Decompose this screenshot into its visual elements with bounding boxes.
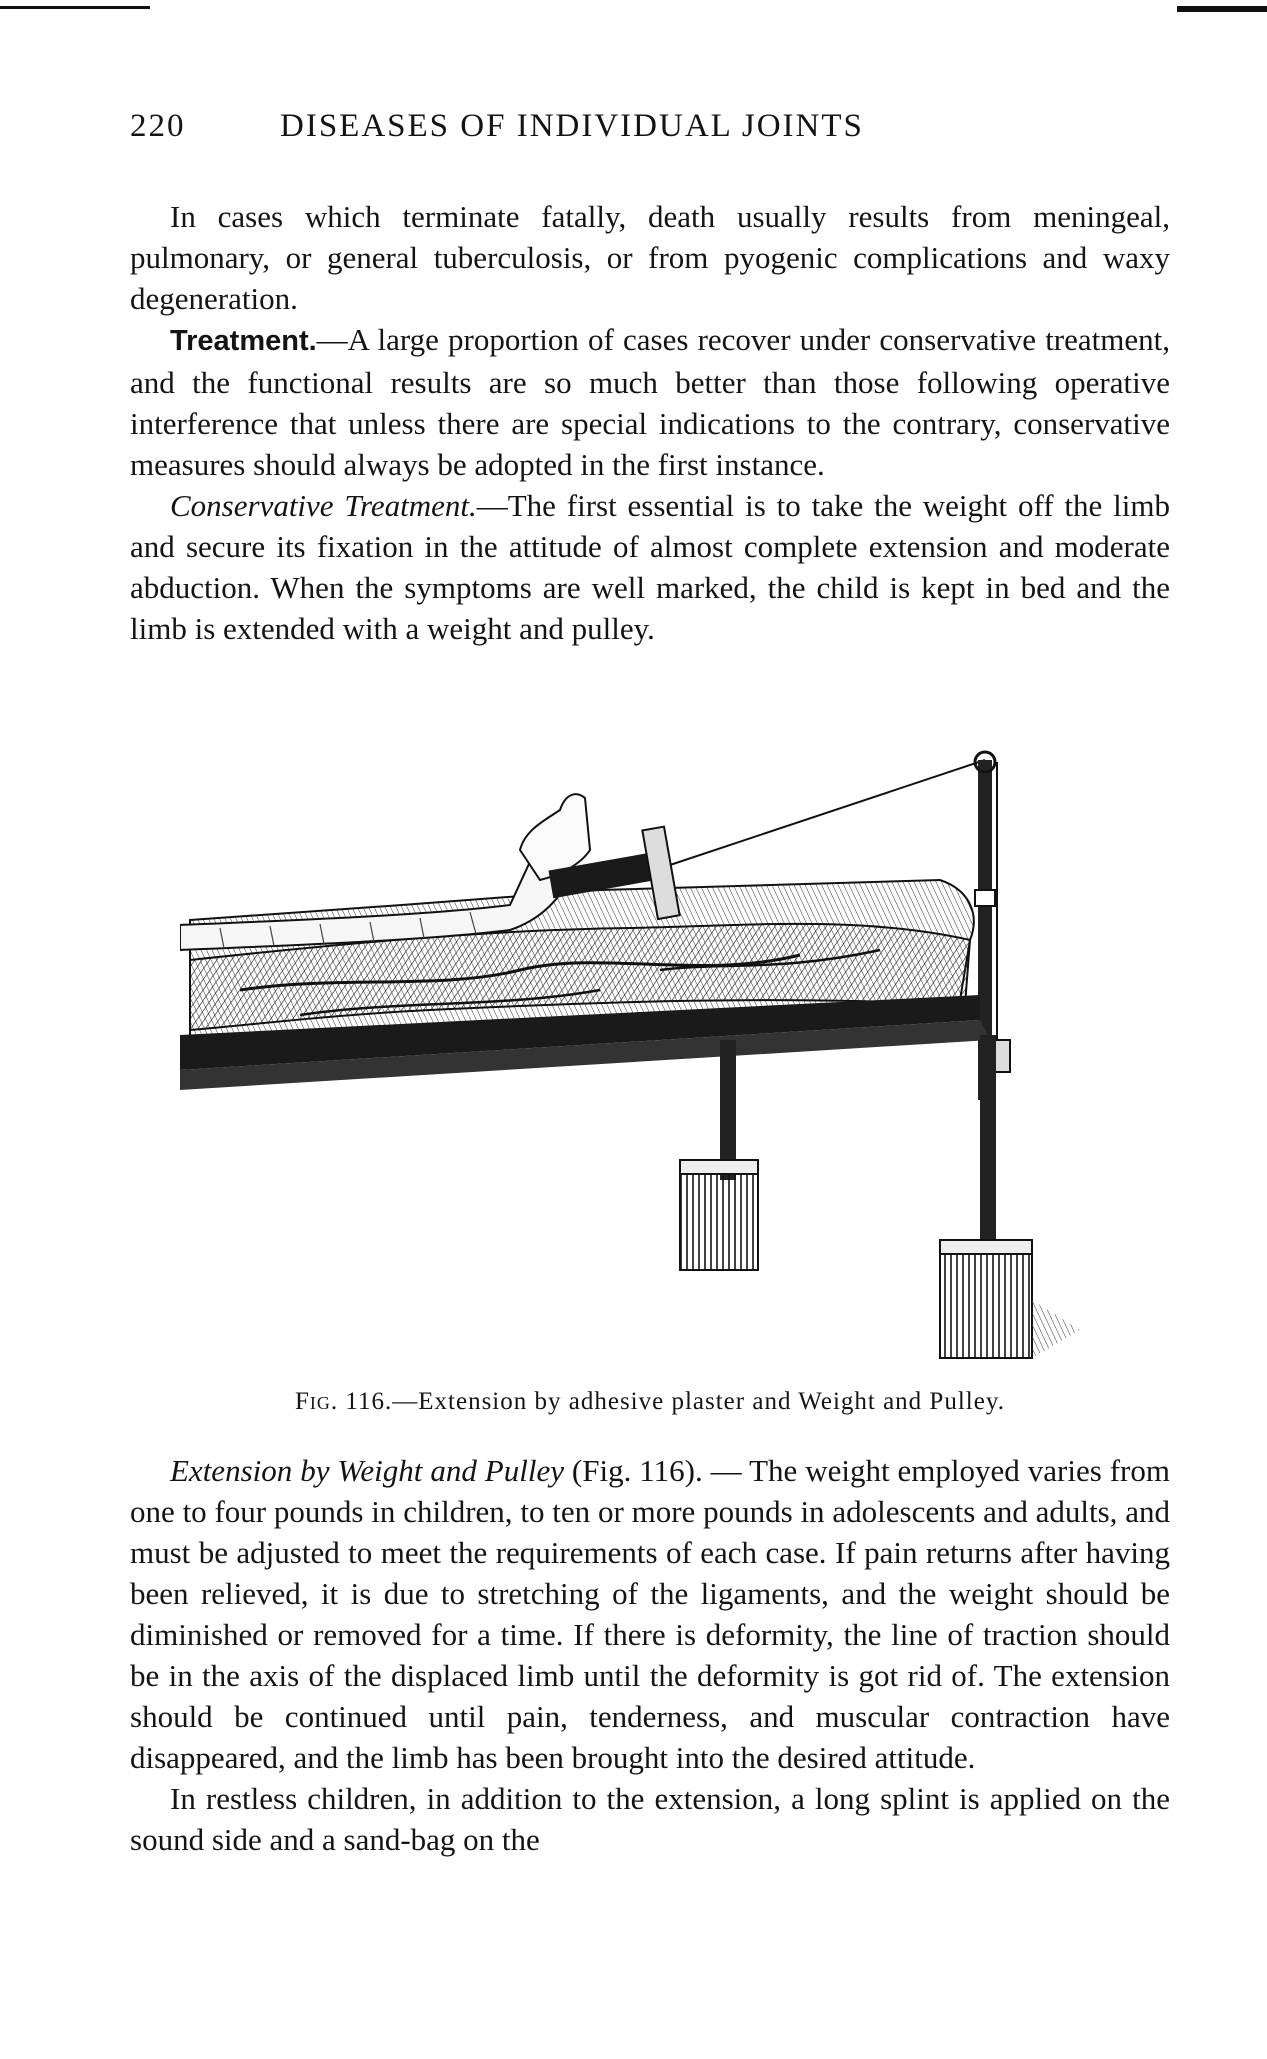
section-heading-treatment: Treatment. (170, 325, 317, 357)
text-block-top (130, 196, 1170, 649)
text-block-bottom (130, 1450, 1170, 1860)
caption-text: —Extension by adhesive plaster and Weight and Pulley. (392, 1388, 1005, 1415)
running-head: DISEASES OF INDIVIDUAL JOINTS (280, 108, 864, 144)
leg-block (680, 1170, 758, 1270)
paragraph-text: (Fig. 116). — The weight employed varies from one to four pounds in children, to ten or more pounds in adolescents and adults, and must be adjusted to meet the requirements of each case. If pain returns after having been relieved, it is due to stretching of the ligaments, and the weight should be diminished or removed for a time. If there is deformity, the line of traction should be in the axis of the displaced limb until the deformity is got rid of. The extension should be continued until pain, tenderness, and muscular contraction have disappeared, and the limb has been brought into the desired attitude. (130, 1453, 1170, 1775)
paragraph-text: —A large proportion of cases recover under conservative treatment, and the functional results are so much better than those following operative interference that unless there are special indications to the contrary, conservative measures should always be adopted in the first instance. (130, 322, 1170, 482)
figure-116 (180, 740, 1140, 1365)
bed-leg (980, 1035, 996, 1255)
paragraph-conservative (130, 485, 1170, 649)
subheading-conservative: Conservative Treatment. (170, 488, 477, 523)
paragraph-treatment (130, 319, 1170, 485)
paragraph-fatal-cases: In cases which terminate fatally, death usually results from meningeal, pulmonary, or general tuberculosis, or from pyogenic complications and waxy degeneration. (130, 199, 1170, 316)
paragraph-extension (130, 1450, 1170, 1778)
page-number: 220 (130, 108, 186, 144)
figure-label: Fig. 116. (295, 1388, 393, 1415)
scan-edge-mark (1177, 6, 1267, 12)
paragraph-text: —The first essential is to take the weight off the limb and secure its fixation in the attitude of almost complete extension and moderate abduction. When the symptoms are well marked, the child is kept in bed and the limb is extended with a weight and pulley. (130, 488, 1170, 646)
traction-cord (670, 760, 985, 865)
figure-caption (130, 1388, 1170, 1416)
scan-edge-mark (0, 6, 150, 9)
bed-extension-illustration (180, 740, 1140, 1365)
page-header (130, 108, 1130, 154)
paragraph-restless-children: In restless children, in addition to the extension, a long splint is applied on the sound side and a sand-bag on the (130, 1781, 1170, 1857)
leg-block (940, 1250, 1032, 1358)
subheading-extension: Extension by Weight and Pulley (170, 1453, 564, 1488)
